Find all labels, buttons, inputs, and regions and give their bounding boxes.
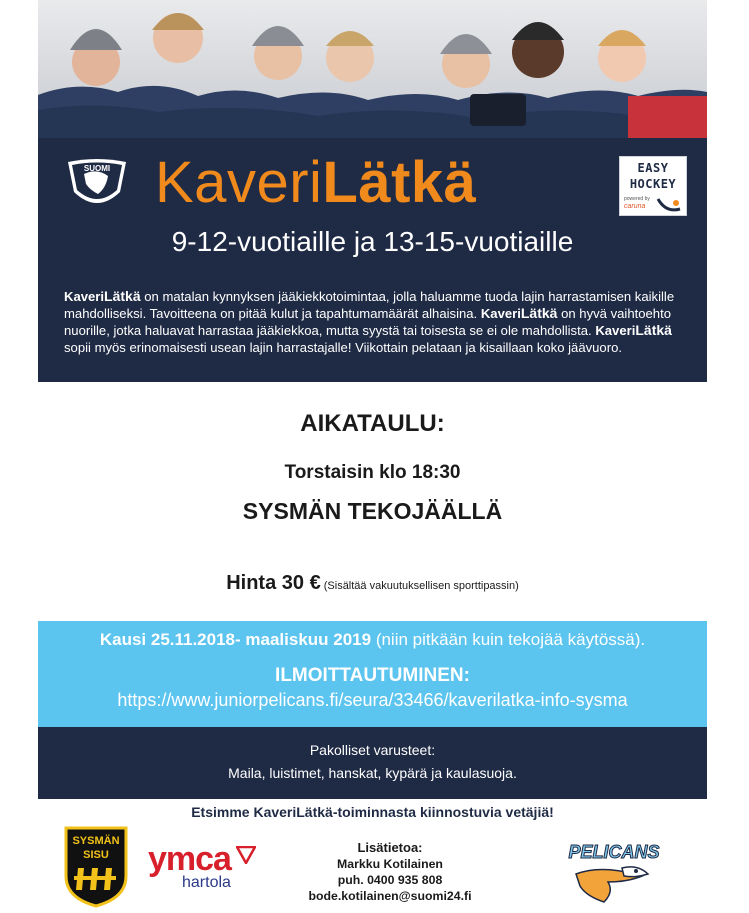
equipment-heading: Pakolliset varusteet:: [309, 742, 436, 758]
description-part-2: on hyvä vaihtoehto nuorille, jotka haluavat harrastaa jääkiekkoa, mutta syystä tai toisesta se ei ole mahdollista.: [64, 306, 672, 338]
pelicans-logo: [562, 834, 666, 906]
title-prefix: Kaveri: [155, 150, 323, 215]
contact-info: [300, 840, 480, 904]
pelicans-logo-text: PELICANS: [568, 842, 660, 862]
age-groups-subtitle: 9-12-vuotiaille ja 13-15-vuotiaille: [171, 226, 574, 257]
ymca-triangle-icon: [236, 846, 256, 864]
brand-latka: Lätkä: [635, 322, 672, 338]
page-title: [155, 148, 476, 218]
equipment-list: Maila, luistimet, hanskat, kypärä ja kaulasuoja.: [228, 765, 517, 781]
schedule-heading: AIKATAULU:: [300, 410, 445, 437]
recruit-text-b: -toiminnasta kiinnostuvia vetäjiä!: [332, 804, 554, 820]
equipment-band: [38, 727, 707, 799]
recruit-brand: KaveriLätkä: [253, 804, 333, 820]
easy-hockey-logo: [619, 156, 687, 216]
price-note: (Sisältää vakuutuksellisen sporttipassin): [320, 580, 519, 592]
brand-kaveri: Kaveri: [480, 306, 521, 321]
registration-heading: ILMOITTAUTUMINEN:: [275, 665, 470, 686]
recruitment-line: [38, 804, 707, 820]
brand-kaveri: Kaveri: [64, 289, 105, 304]
price-line: [38, 572, 707, 595]
description-text: [64, 288, 688, 356]
easy-hockey-line2: HOCKEY: [629, 177, 677, 191]
recruit-text-a: Etsimme: [191, 804, 254, 820]
contact-heading: Lisätietoa:: [357, 840, 423, 855]
season-note: (niin pitkään kuin tekojää käytössä).: [371, 630, 646, 649]
contact-phone: puh. 0400 935 808: [337, 873, 443, 887]
sysman-sisu-logo: [64, 826, 128, 908]
brand-latka: Lätkä: [520, 305, 558, 321]
ymca-hartola-logo: [148, 842, 258, 892]
registration-link[interactable]: https://www.juniorpelicans.fi/seura/33466/kaverilatka-info-sysma: [117, 690, 628, 710]
title-bold: Lätkä: [322, 150, 477, 215]
description-part-1: on matalan kynnyksen jääkiekkotoimintaa, jolla haluamme tuoda lajin harrastamisen kaikille mahdolliseksi. Tavoitteena on pitää kulut ja tapahtumamäärät alhaisina.: [64, 289, 675, 321]
suomi-logo-text: SUOMI: [83, 164, 111, 173]
suomi-lion-logo: [62, 156, 132, 216]
brand-latka: Lätkä: [104, 288, 141, 304]
easy-hockey-brand: caruna: [624, 203, 646, 210]
contact-name: Markku Kotilainen: [337, 857, 443, 871]
hero-photo: [38, 0, 707, 138]
season-line: [38, 630, 707, 650]
price: Hinta 30 €: [226, 572, 321, 594]
sisu-logo-line1: SYSMÄN: [72, 835, 120, 847]
hockey-stick-icon: [656, 195, 682, 213]
easy-hockey-line1: EASY: [637, 161, 669, 175]
contact-email[interactable]: bode.kotilainen@suomi24.fi: [308, 889, 472, 903]
schedule-time: Torstaisin klo 18:30: [284, 462, 461, 483]
season-dates: Kausi 25.11.2018- maaliskuu 2019: [99, 630, 372, 649]
sisu-logo-line2: SISU: [83, 849, 109, 861]
ymca-town: hartola: [182, 874, 231, 891]
description-part-3: sopii myös erinomaisesti usean lajin harrastajalle! Viikottain pelataan ja kisaillaan koko jäävuoro.: [64, 340, 622, 355]
easy-hockey-sub: powered by: [624, 196, 650, 202]
ymca-word: ymca: [148, 840, 231, 878]
schedule-place: SYSMÄN TEKOJÄÄLLÄ: [242, 498, 503, 524]
brand-kaveri: Kaveri: [595, 323, 636, 338]
